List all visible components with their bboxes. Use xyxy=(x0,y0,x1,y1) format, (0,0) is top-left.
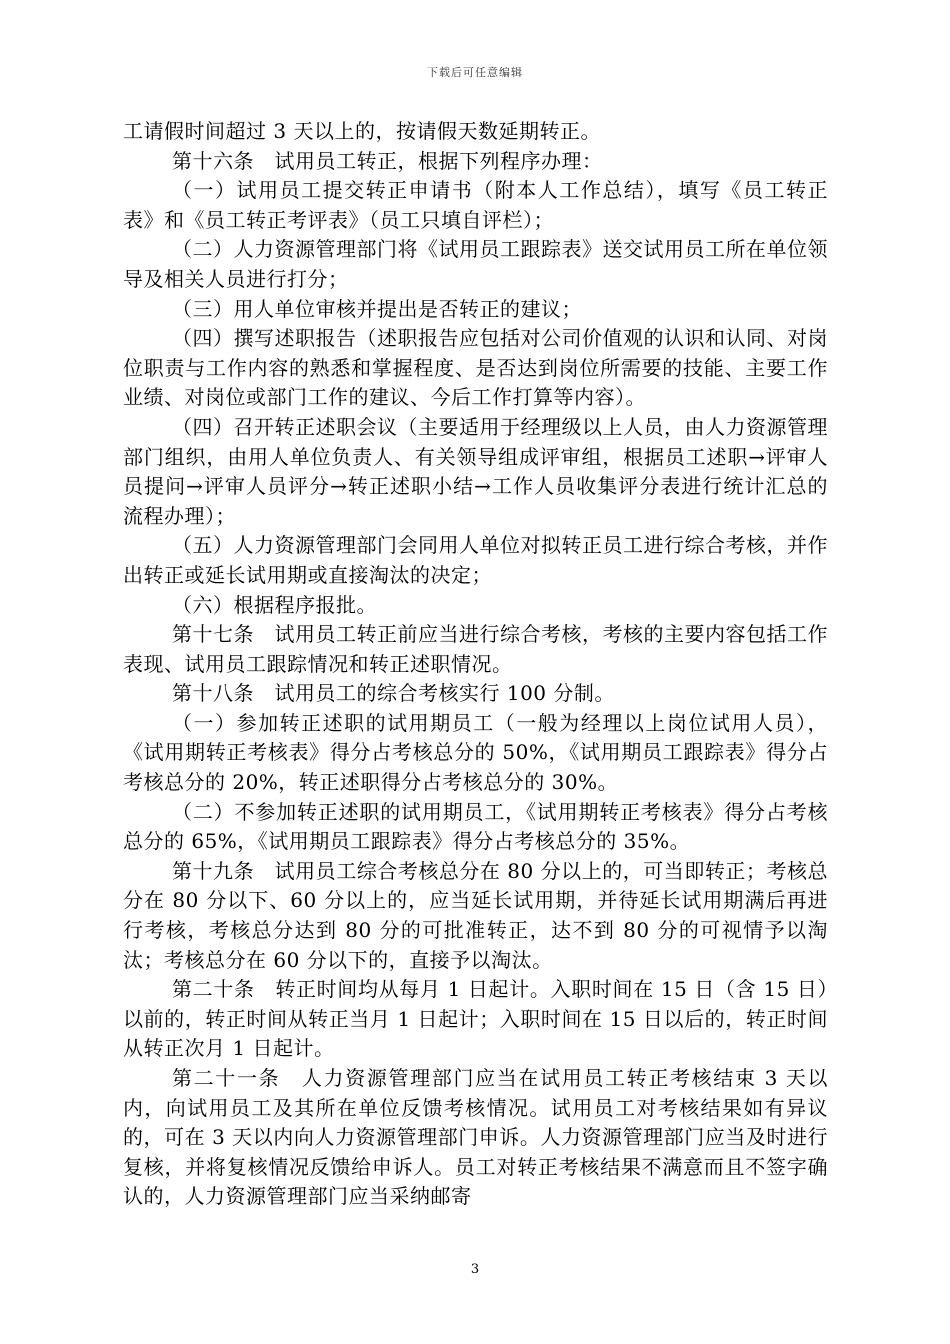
page-number: 3 xyxy=(470,1262,480,1277)
list-item: （一）试用员工提交转正申请书（附本人工作总结），填写《员工转正表》和《员工转正考评表》（员工只填自评栏）； xyxy=(123,178,828,232)
list-item: （四）召开转正述职会议（主要适用于经理级以上人员，由人力资源管理部门组织，由用人单位负责人、有关领导组成评审组，根据员工述职→评审人员提问→评审人员评分→转正述职小结→工作人员收集评分表进行统计汇总的流程办理）； xyxy=(123,414,828,528)
article-16-heading: 第十六条 试用员工转正，根据下列程序办理： xyxy=(172,148,603,173)
article-17: 第十七条 试用员工转正前应当进行综合考核，考核的主要内容包括工作表现、试用员工跟踪情况和转正述职情况。 xyxy=(123,622,828,676)
page-header: 下载后可任意编辑 xyxy=(427,66,523,79)
article-19: 第十九条 试用员工综合考核总分在 80 分以上的，可当即转正；考核总分在 80 分以下、60 分以上的，应当延长试用期，并待延长试用期满后再进行考核，考核总分达到 80 分的可批准转正，达不到 80 分的可视情予以淘汰；考核总分在 60 分以下的，直接予以淘汰。 xyxy=(123,858,828,972)
list-item: （一）参加转正述职的试用期员工（一般为经理以上岗位试用人员），《试用期转正考核表》得分占考核总分的 50%，《试用期员工跟踪表》得分占考核总分的 20%，转正述职得分占考核总分的 30%。 xyxy=(123,710,828,795)
article-21: 第二十一条 人力资源管理部门应当在试用员工转正考核结束 3 天以内，向试用员工及其所在单位反馈考核情况。试用员工对考核结果如有异议的，可在 3 天以内向人力资源管理部门申诉。人力资源管理部门应当及时进行复核，并将复核情况反馈给申诉人。员工对转正考核结果不满意而且不签字确认的，人力资源管理部门应当采纳邮寄 xyxy=(123,1066,828,1209)
list-item: （三）用人单位审核并提出是否转正的建议； xyxy=(172,296,582,321)
article-18: 第十八条 试用员工的综合考核实行 100 分制。 xyxy=(172,681,615,706)
list-item: （四）撰写述职报告（述职报告应包括对公司价值观的认识和认同、对岗位职责与工作内容的熟悉和掌握程度、是否达到岗位所需要的技能、主要工作业绩、对岗位或部门工作的建议、今后工作打算等内容）。 xyxy=(123,326,828,410)
list-item: （二）人力资源管理部门将《试用员工跟踪表》送交试用员工所在单位领导及相关人员进行打分； xyxy=(123,237,828,291)
list-item: （六）根据程序报批。 xyxy=(172,592,377,617)
document-body xyxy=(123,117,828,1212)
article-20: 第二十条 转正时间均从每月 1 日起计。入职时间在 15 日（含 15 日）以前的，转正时间从转正当月 1 日起计；入职时间在 15 日以后的，转正时间从转正次月 1 日起计。 xyxy=(123,977,828,1061)
paragraph: 工请假时间超过 3 天以上的，按请假天数延期转正。 xyxy=(123,119,601,143)
list-item: （二）不参加转正述职的试用期员工，《试用期转正考核表》得分占考核总分的 65%，《试用期员工跟踪表》得分占考核总分的 35%。 xyxy=(123,799,828,854)
list-item: （五）人力资源管理部门会同用人单位对拟转正员工进行综合考核，并作出转正或延长试用期或直接淘汰的决定； xyxy=(123,533,828,587)
